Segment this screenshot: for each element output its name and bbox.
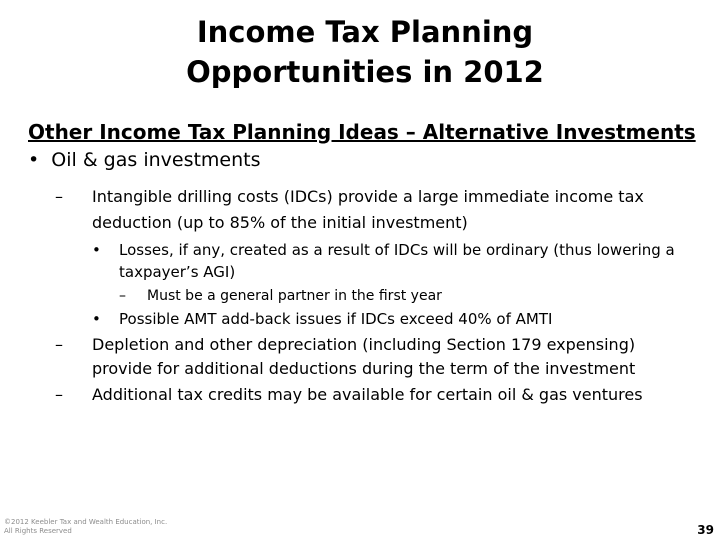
level3-bullet-text-continued: taxpayer’s AGI) [119,263,236,281]
bullet-item [28,149,261,171]
dash-marker: – [55,187,63,206]
section-heading: Other Income Tax Planning Ideas – Alternative Investments [28,120,696,144]
bullet-marker: • [92,241,101,259]
sub-bullet-text-continued: deduction (up to 85% of the initial investment) [92,213,468,232]
title-line-1: Income Tax Planning [196,15,534,49]
dash-marker: – [119,288,126,304]
copyright-footer [4,518,167,536]
sub-bullet-text: Intangible drilling costs (IDCs) provide a large immediate income tax [92,187,644,206]
page-number: 39 [697,523,714,537]
dash-marker: – [55,385,63,404]
bullet-marker: • [28,149,40,171]
level4-bullet-text: Must be a general partner in the first year [147,288,442,304]
sub-bullet-text: Additional tax credits may be available for certain oil & gas ventures [92,385,643,404]
sub-bullet-text: Depletion and other depreciation (including Section 179 expensing) [92,335,636,354]
level3-bullet-text: Losses, if any, created as a result of IDCs will be ordinary (thus lowering a [119,241,675,259]
dash-marker: – [55,335,63,354]
rights-line: All Rights Reserved [4,527,72,535]
sub-bullet-text-continued: provide for additional deductions during the term of the investment [92,359,636,378]
bullet-marker: • [92,310,101,328]
level3-bullet-text: Possible AMT add-back issues if IDCs exceed 40% of AMTI [119,310,553,328]
bullet-text: Oil & gas investments [51,149,261,171]
title-line-2: Opportunities in 2012 [186,55,544,89]
slide-title [160,12,570,92]
copyright-line: ©2012 Keebler Tax and Wealth Education, Inc. [4,518,168,526]
